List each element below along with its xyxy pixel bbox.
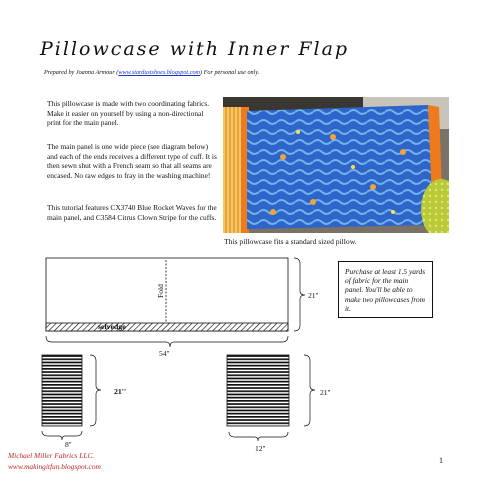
- main-height-bracket: [294, 258, 305, 331]
- page-number: 1: [439, 456, 443, 465]
- small-cuff-height-bracket: [90, 355, 101, 426]
- small-cuff-width-bracket: [42, 431, 82, 440]
- footer-website[interactable]: www.makingitfun.blogspot.com: [8, 462, 101, 471]
- small-cuff-width-label: 8'': [65, 440, 72, 449]
- main-panel: [46, 258, 288, 331]
- large-cuff: [227, 355, 289, 426]
- fold-label: Fold: [156, 284, 165, 298]
- selvedge-band: [46, 323, 288, 331]
- small-cuff-height-label: 21'': [114, 387, 127, 396]
- main-height-label: 21'': [308, 291, 319, 300]
- fabric-paragraph: This tutorial features CX3740 Blue Rocket Waves for the main panel, and C3584 Citrus Clown Stripe for the cuffs.: [47, 203, 217, 222]
- large-cuff-height-label: 21'': [320, 388, 331, 397]
- photo-caption: This pillowcase fits a standard sized pillow.: [224, 237, 357, 246]
- fabric-note: Purchase at least 1.5 yards of fabric for the main panel. You'll be able to make two pillowcases from it.: [338, 261, 433, 318]
- large-cuff-width-label: 12'': [255, 444, 266, 453]
- intro-paragraph: This pillowcase is made with two coordinating fabrics. Make it easier on yourself by using a non-directional print for the main panel.: [47, 99, 210, 128]
- footer-company: Michael Miller Fabrics LLC.: [8, 451, 95, 460]
- main-width-label: 54'': [159, 349, 170, 358]
- large-cuff-width-bracket: [229, 432, 288, 441]
- byline-link[interactable]: www.stardustshoes.blogspot.com: [118, 69, 201, 76]
- cuff-paragraph: The main panel is one wide piece (see diagram below) and each of the ends receives a different type of cuff. It is then sewn shut with a French seam so that all seams are encased. No raw edges to fray in the washing machine!: [47, 142, 217, 180]
- page-title: Pillowcase with Inner Flap: [40, 38, 350, 60]
- byline-prefix: Prepared by Joanna Armour (: [44, 69, 119, 76]
- large-cuff-height-bracket: [304, 355, 315, 426]
- byline-suffix: ) For personal use only.: [200, 69, 260, 76]
- small-cuff: [42, 355, 82, 426]
- main-width-bracket: [46, 336, 288, 347]
- selvedge-label: selvedge: [98, 322, 126, 331]
